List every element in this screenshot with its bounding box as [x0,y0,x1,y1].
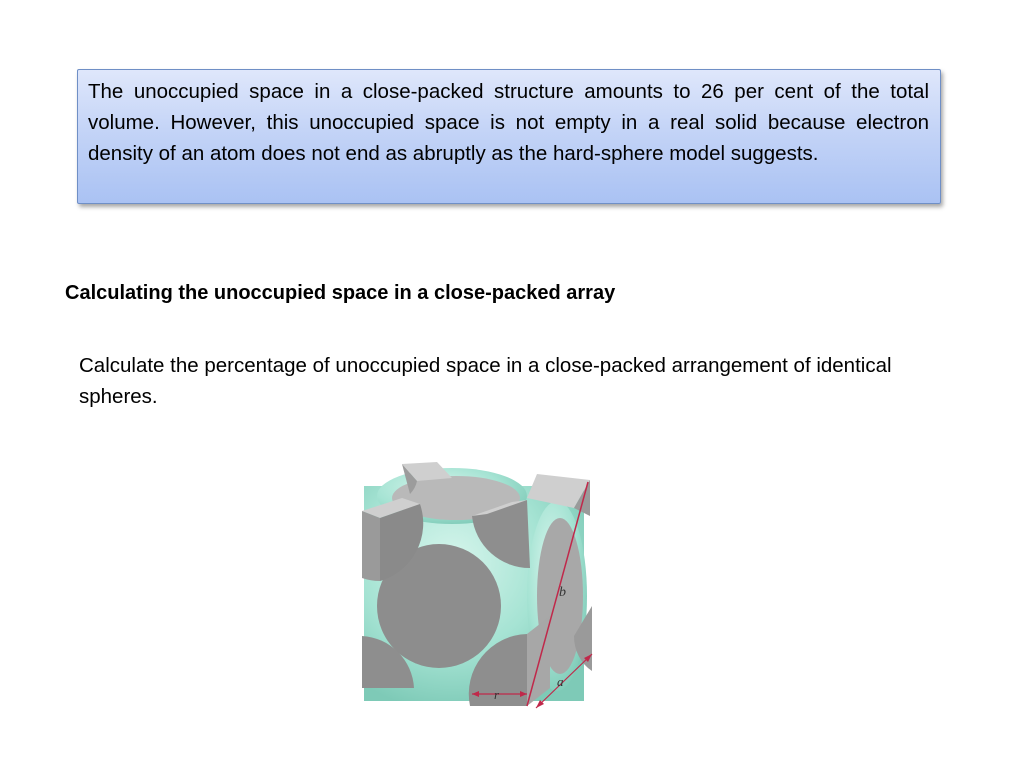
fcc-unit-cell-icon [352,456,604,722]
section-heading: Calculating the unoccupied space in a close-packed array [65,282,616,304]
label-r: r [494,687,500,702]
fcc-unit-cell-figure [352,456,604,722]
label-a: a [557,674,564,689]
label-b: b [559,585,566,600]
summary-callout-box [77,69,941,204]
problem-statement: Calculate the percentage of unoccupied space in a close-packed arrangement of identical spheres. [79,354,892,408]
summary-callout-text: The unoccupied space in a close-packed structure amounts to 26 per cent of the total volume. However, this unoccupied space is not empty in a real solid because electron density of an atom does not end as abruptly as the hard-sphere model suggests. [88,80,929,165]
